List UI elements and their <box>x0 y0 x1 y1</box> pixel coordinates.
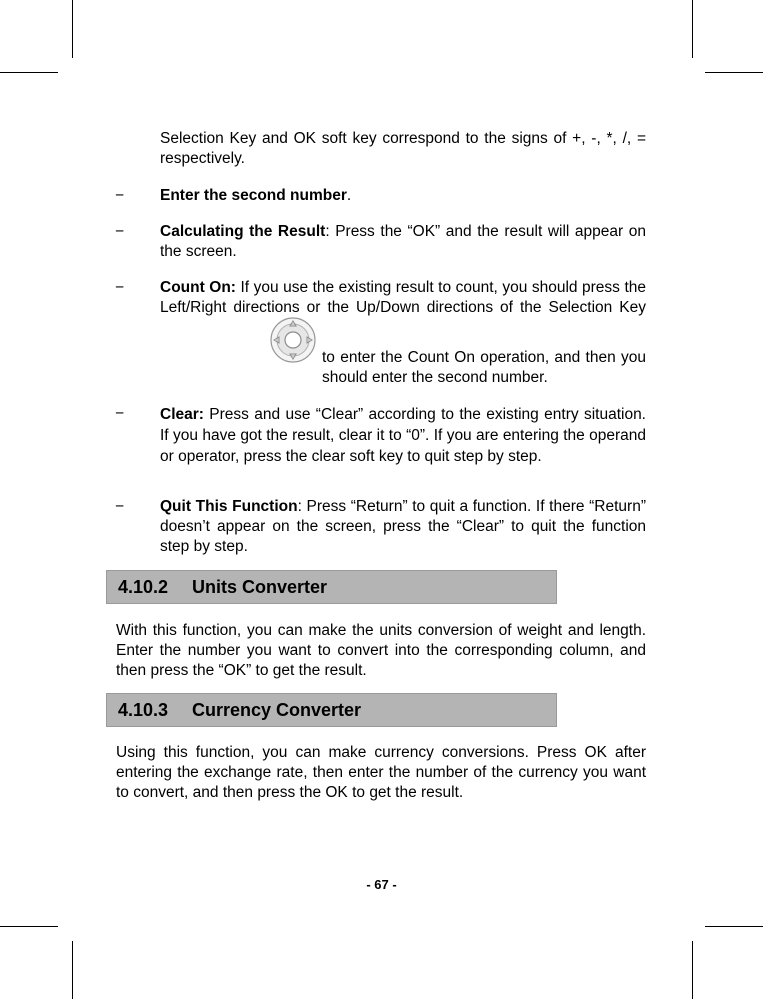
list-item-clear <box>160 404 646 467</box>
bullet-dash: − <box>115 279 125 296</box>
crop-mark <box>0 72 58 73</box>
item-text: : Press “Return” to quit a function. If there “Return” doesn’t appear on the screen, press the “Clear” to quit the function step by step. <box>160 498 646 555</box>
section-heading-currency-converter <box>106 693 557 727</box>
item-text: . <box>346 187 352 204</box>
list-item-enter-second-number <box>160 186 646 206</box>
item-title: Calculating the Result <box>160 223 326 240</box>
crop-mark <box>705 72 763 73</box>
crop-mark <box>692 0 693 58</box>
item-title: Quit This Function <box>160 498 298 515</box>
item-text: If you use the existing result to count, you should press the Left/Right directions or the Up/Down directions of the Selection Key <box>160 279 646 316</box>
bullet-dash: − <box>115 498 125 515</box>
section-title: Units Converter <box>192 577 328 597</box>
intro-paragraph: Selection Key and OK soft key correspond to the signs of +, -, *, /, = respectively. <box>160 130 646 167</box>
crop-mark <box>0 926 58 927</box>
page-number: - 67 - <box>366 877 397 892</box>
item-text-after-icon: to enter the Count On operation, and then you should enter the second number. <box>322 349 646 386</box>
navigation-key-icon <box>269 316 317 364</box>
currency-converter-paragraph: Using this function, you can make currency conversions. Press OK after entering the exchange rate, then enter the number of the currency you want to convert, and then press the OK to get the result. <box>116 744 646 801</box>
item-text: : Press the “OK” and the result will appear on the screen. <box>160 223 646 260</box>
item-text: Press and use “Clear” according to the existing entry situation. If you have got the result, clear it to “0”. If you are entering the operand or operator, press the clear soft key to quit step by step. <box>160 406 646 465</box>
list-item-quit-function <box>160 497 646 557</box>
list-item-count-on <box>160 278 646 318</box>
crop-mark <box>692 941 693 999</box>
bullet-dash: − <box>115 187 125 204</box>
crop-mark <box>72 0 73 58</box>
section-heading-units-converter <box>106 570 557 604</box>
list-item-calculating-result <box>160 222 646 262</box>
item-title: Clear: <box>160 406 204 423</box>
section-title: Currency Converter <box>192 700 362 720</box>
item-title: Count On: <box>160 279 236 296</box>
bullet-dash: − <box>115 405 125 422</box>
section-number: 4.10.2 <box>118 577 169 597</box>
section-number: 4.10.3 <box>118 700 169 720</box>
item-title: Enter the second number <box>160 187 347 204</box>
units-converter-paragraph: With this function, you can make the units conversion of weight and length. Enter the number you want to convert into the corresponding column, and then press the “OK” to get the result. <box>116 622 646 679</box>
crop-mark <box>705 926 763 927</box>
bullet-dash: − <box>115 223 125 240</box>
crop-mark <box>72 941 73 999</box>
